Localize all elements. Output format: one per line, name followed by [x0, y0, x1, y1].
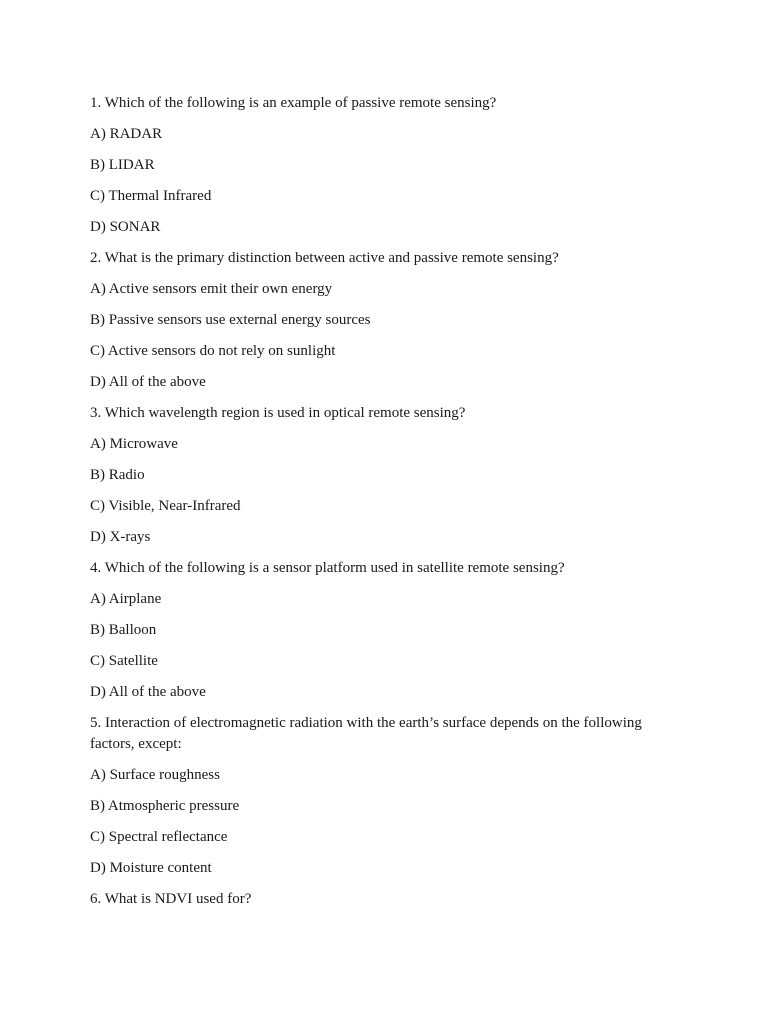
- question-1-option-d: D) SONAR: [90, 219, 161, 235]
- question-5-option-a: A) Surface roughness: [90, 767, 220, 783]
- question-1-option-a: A) RADAR: [90, 126, 163, 142]
- question-5-option-b: B) Atmospheric pressure: [90, 798, 240, 814]
- question-2-option-c: C) Active sensors do not rely on sunlight: [90, 343, 336, 359]
- question-3-option-a: A) Microwave: [90, 436, 178, 452]
- question-2-option-b: B) Passive sensors use external energy sources: [90, 312, 371, 328]
- question-2-option-d: D) All of the above: [90, 374, 206, 390]
- question-3-option-b: B) Radio: [90, 467, 145, 483]
- question-4-option-c: C) Satellite: [90, 653, 158, 669]
- question-3-option-c: C) Visible, Near-Infrared: [90, 498, 241, 514]
- question-5-text: 5. Interaction of electromagnetic radiation with the earth’s surface depends on the following factors, except:: [90, 715, 642, 752]
- question-5-option-d: D) Moisture content: [90, 860, 212, 876]
- question-2-text: 2. What is the primary distinction between active and passive remote sensing?: [90, 250, 559, 266]
- question-5-option-c: C) Spectral reflectance: [90, 829, 228, 845]
- question-list: [90, 93, 670, 920]
- question-4-text: 4. Which of the following is a sensor platform used in satellite remote sensing?: [90, 560, 565, 576]
- question-1-text: 1. Which of the following is an example of passive remote sensing?: [90, 95, 497, 111]
- question-1-option-c: C) Thermal Infrared: [90, 188, 212, 204]
- question-4-option-b: B) Balloon: [90, 622, 157, 638]
- question-6-text: 6. What is NDVI used for?: [90, 891, 252, 907]
- question-3-option-d: D) X-rays: [90, 529, 151, 545]
- question-4-option-d: D) All of the above: [90, 684, 206, 700]
- question-3-text: 3. Which wavelength region is used in optical remote sensing?: [90, 405, 466, 421]
- question-2-option-a: A) Active sensors emit their own energy: [90, 281, 333, 297]
- question-1-option-b: B) LIDAR: [90, 157, 155, 173]
- question-4-option-a: A) Airplane: [90, 591, 162, 607]
